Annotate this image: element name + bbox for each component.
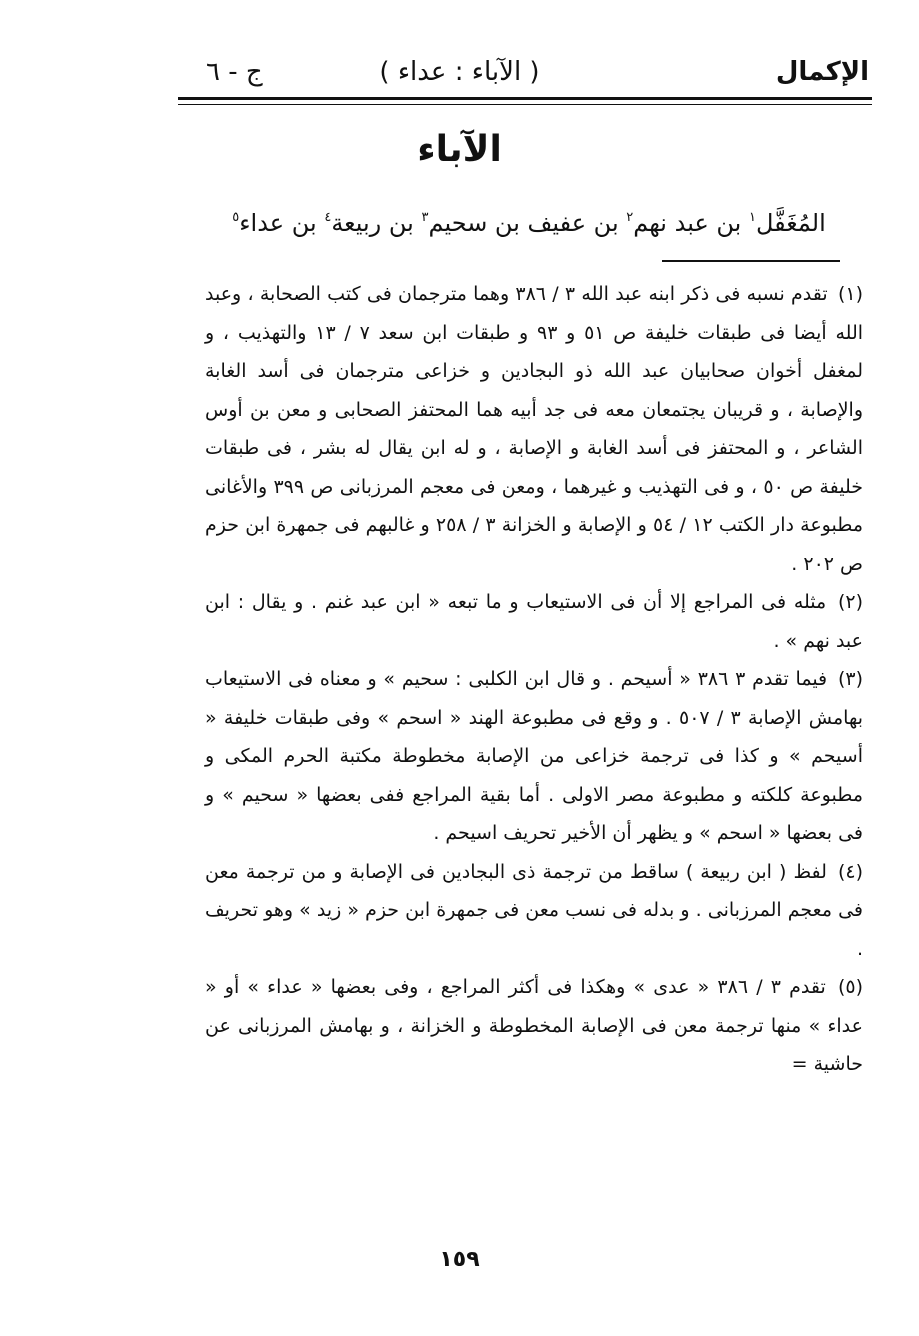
footnote-4 <box>205 853 863 969</box>
lineage-part: بن عبد نهم$^٢$ <box>626 209 742 237</box>
footnote-3 <box>205 660 863 853</box>
footnote-ref: ١ <box>749 210 756 225</box>
footnote-separator <box>662 260 840 262</box>
footnote-number: (٥) <box>837 976 863 998</box>
footnote-5 <box>205 968 863 1084</box>
footnote-number: (٤) <box>837 860 864 883</box>
section-heading: الآباء <box>417 129 502 170</box>
volume-label: ج - ٦ <box>206 57 263 87</box>
footnote-ref: ٥ <box>232 210 240 225</box>
footnote-number: (٢) <box>837 591 864 613</box>
lineage-part: بن عفيف بن سحيم$^٣$ <box>421 209 619 237</box>
footnote-text: تقدم ٣ / ٣٨٦ « عدى » وهكذا فى أكثر المراجع ، وفى بعضها « عداء » أو « عداء » منها ترجمة معن فى الإصابة المخطوطة و الخزانة ، و بهامش المرزبانى عن حاشية = <box>205 976 863 1075</box>
footnote-number: (٣) <box>837 668 863 690</box>
lineage-line <box>209 195 849 246</box>
footnote-text: مثله فى المراجع إلا أن فى الاستيعاب و ما تبعه « ابن عبد غنم . و يقال : ابن عبد نهم » . <box>205 591 863 652</box>
page-number: ١٥٩ <box>439 1247 480 1272</box>
footnote-text: تقدم نسبه فى ذكر ابنه عبد الله ٣ / ٣٨٦ وهما مترجمان فى كتب الصحابة ، وعبد الله أيضا فى طبقات خليفة ص ٥١ و ٩٣ و طبقات ابن سعد ٧ / ١٣ والتهذيب ، و لمغفل أخوان صحابيان عبد الله ذو البجادين و خزاعى مترجمان فى أسد الغابة والإصابة ، و قريبان يجتمعان معه فى جد أبيه هما المحتفز الصحابى و معن بن أوس الشاعر ، و المحتفز فى أسد الغابة و الإصابة ، و له ابن يقال له بشر ، فى طبقات خليفة ص ٥٠ ، و فى التهذيب و غيرهما ، ومعن فى معجم المرزبانى ص ٣٩٩ والأغانى مطبوعة دار الكتب ١٢ / ٥٤ و الإصابة و الخزانة ٣ / ٢٥٨ و غالبهم فى جمهرة ابن حزم ص ٢٠٢ . <box>205 283 864 575</box>
footnote-ref: ٤ <box>324 210 332 225</box>
footnote-text: فيما تقدم ٣ ٣٨٦ « أسيحم . و قال ابن الكلبى : سحيم » و معناه فى الاستيعاب بهامش الإصابة ٣ / ٥٠٧ . و وقع فى مطبوعة الهند « اسحم » وفى طبقات خليفة « أسيحم » و كذا فى ترجمة خزاعى من الإصابة مخطوطة مكتبة الحرم المكى و مطبوعة كلكته و مطبوعة مصر الاولى . أما بقية المراجع ففى بعضها « سحيم » و فى بعضها « اسحم » و يظهر أن الأخير تحريف اسيحم . <box>205 668 864 844</box>
lineage-part: المُغَفَّل$^١$ <box>749 209 826 237</box>
book-title: الإكمال <box>775 57 869 87</box>
footnote-number: (١) <box>837 283 864 305</box>
lineage-part: بن عداء$^٥$ <box>232 209 317 237</box>
footnote-text: لفظ ( ابن ربيعة ) ساقط من ترجمة ذى البجادين فى الإصابة و من ترجمة معن فى معجم المرزبانى . و بدله فى نسب معن فى جمهرة ابن حزم « زيد » وهو تحريف . <box>205 860 863 960</box>
footnote-ref: ٢ <box>626 210 634 225</box>
header-rule-thick <box>178 97 872 100</box>
footnote-ref: ٣ <box>421 210 429 225</box>
footnote-1 <box>205 275 863 583</box>
running-section-title: ( الآباء : عداء ) <box>379 57 540 87</box>
lineage-part: بن ربيعة$^٤$ <box>324 209 414 237</box>
header-rule-thin <box>178 104 872 105</box>
footnotes <box>205 275 863 1084</box>
footnote-2 <box>205 583 863 660</box>
